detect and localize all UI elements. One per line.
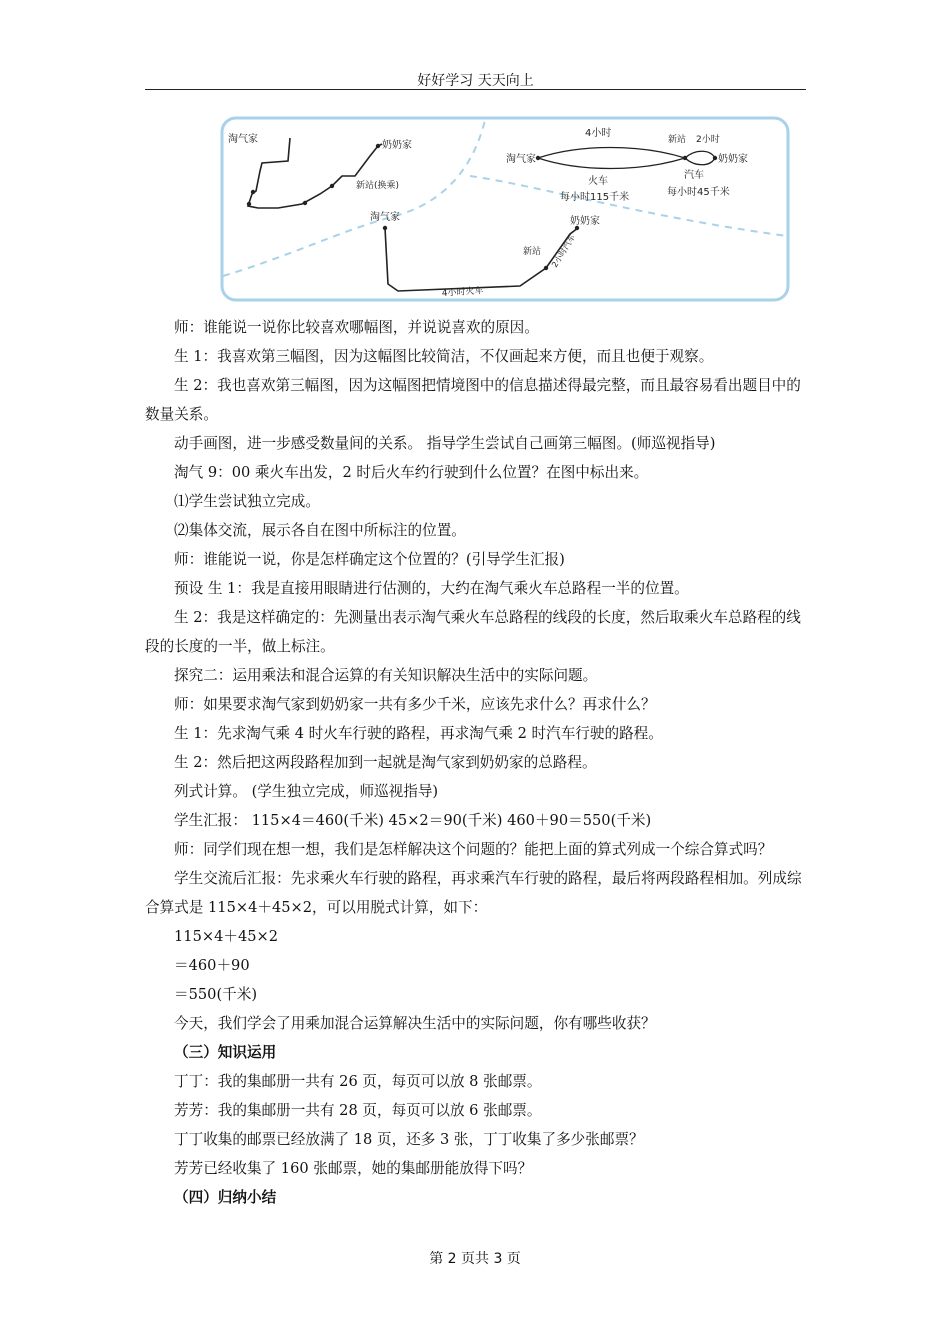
map2-time-right: 2小时: [696, 135, 720, 145]
route-figure: [220, 116, 790, 302]
paragraph: 师：谁能说一说你比较喜欢哪幅图，并说说喜欢的原因。: [174, 319, 539, 336]
divider-right: [470, 176, 787, 236]
map-ellipse-route: [506, 126, 748, 203]
map2-car-label: 汽车: [684, 170, 704, 181]
map2-car-speed: 每小时45千米: [667, 187, 730, 198]
paragraph: 师：如果要求淘气家到奶奶家一共有多少千米，应该先求什么？再求什么？: [174, 696, 656, 713]
paragraph: ⑴学生尝试独立完成。: [174, 493, 320, 510]
paragraph: 生 2：我是这样确定的：先测量出表示淘气乘火车总路程的线段的长度，然后取乘火车总路程的线段的长度的一半，做上标注。: [145, 609, 801, 655]
paragraph: 丁丁收集的邮票已经放满了 18 页，还多 3 张，丁丁收集了多少张邮票？: [174, 1131, 644, 1148]
paragraph: 生 2：然后把这两段路程加到一起就是淘气家到奶奶家的总路程。: [174, 754, 597, 771]
paragraph: 芳芳已经收集了 160 张邮票，她的集邮册能放得下吗？: [174, 1160, 533, 1177]
paragraph: 师：同学们现在想一想，我们是怎样解决这个问题的？能把上面的算式列成一个综合算式吗？: [174, 841, 773, 858]
paragraph: 探究二：运用乘法和混合运算的有关知识解决生活中的实际问题。: [174, 667, 598, 684]
map3-car-label: 2小时汽车: [550, 232, 578, 270]
map2-grandma-label: 奶奶家: [718, 154, 748, 165]
divider-left: [223, 120, 485, 276]
paragraph: 丁丁：我的集邮册一共有 26 页，每页可以放 8 张邮票。: [174, 1073, 542, 1090]
map2-train-speed: 每小时115千米: [560, 192, 630, 203]
map3-home-label: 淘气家: [370, 212, 400, 223]
figure-frame: [222, 118, 788, 300]
page-footer: 第 2 页共 3 页: [429, 1251, 521, 1267]
paragraph: 芳芳：我的集邮册一共有 28 页，每页可以放 6 张邮票。: [174, 1102, 542, 1119]
map3-grandma-label: 奶奶家: [570, 216, 600, 227]
map-segment-route: [370, 210, 600, 299]
map3-station-label: 新站: [523, 247, 542, 257]
paragraph: 115×4＋45×2: [174, 928, 279, 945]
section-heading: （四）归纳小结: [174, 1189, 277, 1206]
paragraph: 生 2：我也喜欢第三幅图，因为这幅图把情境图中的信息描述得最完整，而且最容易看出题目中的数量关系。: [145, 377, 801, 423]
paragraph: 今天，我们学会了用乘加混合运算解决生活中的实际问题，你有哪些收获？: [174, 1015, 656, 1032]
paragraph: 生 1：我喜欢第三幅图，因为这幅图比较简洁，不仅画起来方便，而且也便于观察。: [174, 348, 714, 365]
paragraph: ＝460＋90: [174, 957, 250, 974]
map2-home-label: 淘气家: [506, 154, 536, 165]
paragraph: 预设 生 1：我是直接用眼睛进行估测的，大约在淘气乘火车总路程一半的位置。: [174, 580, 689, 597]
map2-time-top: 4小时: [585, 128, 612, 139]
paragraph: ⑵集体交流，展示各自在图中所标注的位置。: [174, 522, 466, 539]
paragraph: 列式计算。 (学生独立完成，师巡视指导): [174, 783, 439, 800]
map1-station-label: 新站(换乘): [356, 181, 400, 191]
paragraph: 淘气 9：00 乘火车出发，2 时后火车约行驶到什么位置？在图中标出来。: [174, 464, 649, 481]
header-rule: [145, 89, 806, 90]
paragraph: 动手画图，进一步感受数量间的关系。 指导学生尝试自己画第三幅图。(师巡视指导): [174, 435, 716, 452]
map1-grandma-label: 奶奶家: [382, 140, 412, 151]
page-header: 好好学习 天天向上: [417, 73, 534, 89]
paragraph: 学生交流后汇报：先求乘火车行驶的路程，再求乘汽车行驶的路程，最后将两段路程相加。列成综合算式是 115×4＋45×2，可以用脱式计算，如下：: [145, 870, 802, 916]
map1-home-label: 淘气家: [228, 134, 258, 145]
document-body: [145, 313, 806, 1212]
map2-station-label: 新站: [668, 135, 687, 145]
paragraph: 师：谁能说一说，你是怎样确定这个位置的？(引导学生汇报): [174, 551, 565, 568]
map3-train-label: 4小时火车: [441, 286, 484, 299]
paragraph: ＝550(千米): [174, 986, 258, 1003]
map-winding-route: [228, 132, 412, 208]
section-heading: （三）知识运用: [174, 1044, 277, 1061]
map2-train-label: 火车: [588, 176, 608, 187]
paragraph: 学生汇报： 115×4＝460(千米) 45×2＝90(千米) 460＋90＝550(千米): [174, 812, 652, 829]
paragraph: 生 1：先求淘气乘 4 时火车行驶的路程，再求淘气乘 2 时汽车行驶的路程。: [174, 725, 663, 742]
